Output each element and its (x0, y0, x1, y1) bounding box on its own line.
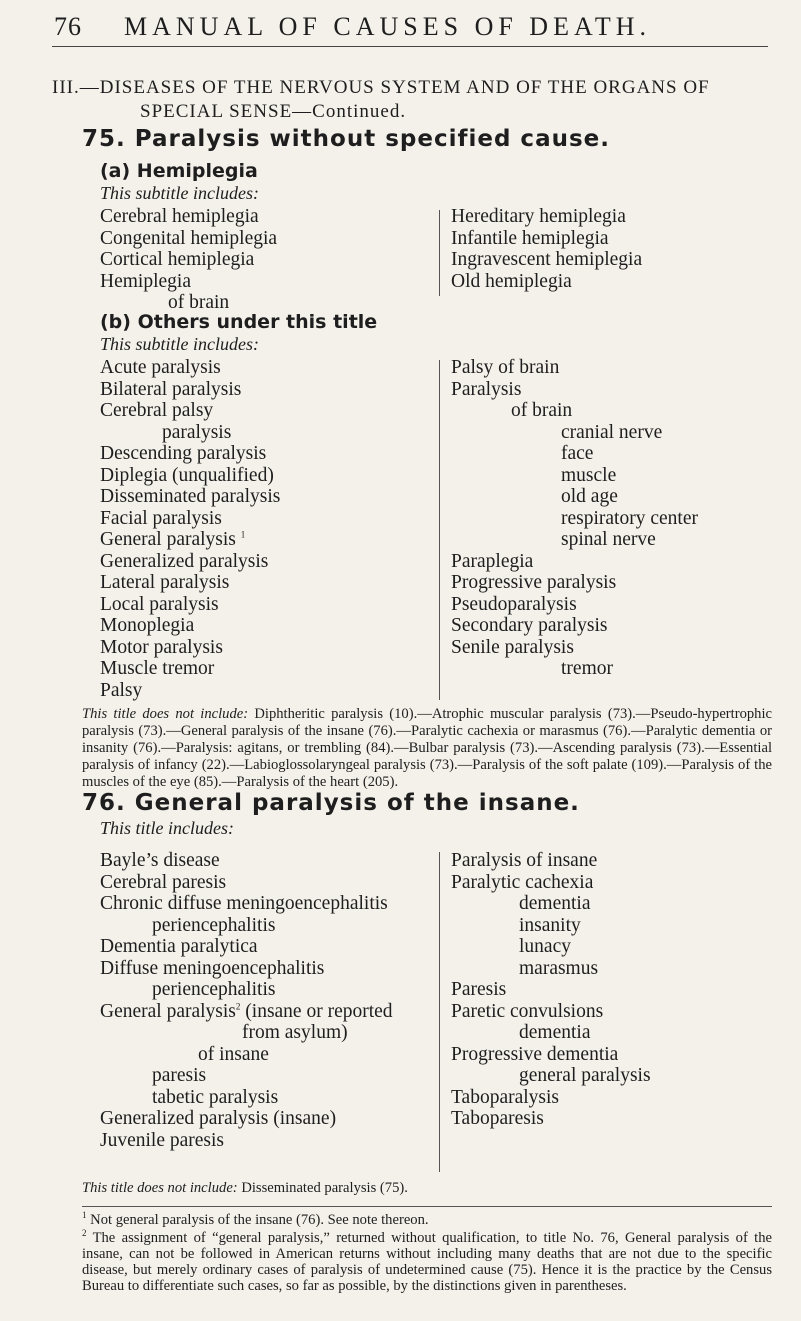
subtitle-a-includes: This subtitle includes: (100, 183, 259, 203)
footnote-text: Not general paralysis of the insane (76). See note thereon. (90, 1212, 429, 1228)
list-item: Disseminated paralysis (100, 486, 281, 507)
list-item: Diffuse meningoencephalitis (100, 957, 325, 979)
footnote-2 (82, 1230, 772, 1294)
list-item: dementia (519, 1022, 591, 1043)
list-item: General paralysis $^1$ (100, 529, 246, 550)
list-item: Bilateral paralysis (100, 378, 242, 400)
running-title: MANUAL OF CAUSES OF DEATH. (124, 12, 652, 41)
exclusion-note-76 (82, 1180, 772, 1197)
subtitle-a-label: (a) Hemiplegia (100, 160, 258, 182)
list-item: Cerebral paresis (100, 871, 227, 893)
list-item: Facial paralysis (100, 507, 222, 529)
list-item: general paralysis (519, 1065, 651, 1086)
list-item: Congenital hemiplegia (100, 227, 278, 249)
list-item: insanity (519, 914, 581, 936)
footnote-1 (82, 1212, 772, 1228)
sub-b-left-column (100, 357, 280, 701)
list-item: Dementia paralytica (100, 936, 258, 957)
list-item: Juvenile paresis (100, 1129, 225, 1151)
list-item: Cortical hemiplegia (100, 249, 255, 270)
section-title-line2: SPECIAL SENSE—Continued. (140, 101, 407, 122)
title-76-left-column (100, 850, 393, 1151)
sub-b-right-column (451, 357, 698, 680)
list-item: Ingravescent hemiplegia (451, 249, 643, 270)
list-item: spinal nerve (561, 529, 656, 550)
exclusion-note-75 (82, 706, 772, 791)
list-item: Palsy (100, 679, 143, 701)
list-item: tabetic paralysis (152, 1086, 279, 1108)
list-item: periencephalitis (152, 914, 276, 936)
list-item: tremor (561, 658, 613, 679)
list-item: of brain (511, 400, 573, 421)
list-item: Bayle’s disease (100, 850, 220, 871)
list-item: marasmus (519, 957, 599, 979)
list-item: Descending paralysis (100, 443, 267, 464)
sub-a-left-column (100, 206, 277, 314)
list-item: of brain (168, 292, 230, 313)
footnote-marker: 1 (82, 1210, 87, 1221)
list-item: Senile paralysis (451, 636, 574, 658)
list-item: Taboparalysis (451, 1086, 560, 1108)
list-item: Paralysis (451, 378, 522, 400)
footnote-marker: 2 (82, 1228, 87, 1239)
exclusion-text: Diphtheritic paralysis (10).—Atrophic muscular paralysis (73).—Pseudo-hypertrophic paralysis (73).—General paralysis of the insane (76).—Paralytic cachexia or marasmus (76).—Paralytic dementia or insanity (76).—Paralysis: agitans, or trembling (84).—Bulbar paralysis (73).—Ascending paralysis (73).—Essential paralysis of infancy (22).—Labioglossolaryngeal paralysis (73).—Paralysis of the soft palate (109).—Paralysis of the muscles of the eye (85).—Paralysis of the heart (205). (82, 706, 772, 790)
list-item: Cerebral palsy (100, 400, 214, 421)
list-item: of insane (198, 1043, 269, 1065)
list-item: dementia (519, 893, 591, 914)
footnote-marker: 2 (235, 1001, 241, 1011)
list-item: Paretic convulsions (451, 1000, 604, 1022)
list-item: from asylum) (242, 1022, 348, 1043)
subtitle-b-includes: This subtitle includes: (100, 334, 259, 354)
list-item: Muscle tremor (100, 658, 215, 679)
list-item: respiratory center (561, 507, 698, 529)
footnote-marker: 1 (240, 529, 246, 540)
list-item: paralysis (162, 421, 232, 443)
list-item: periencephalitis (152, 979, 276, 1000)
list-item: Old hemiplegia (451, 270, 572, 292)
list-item: Cerebral hemiplegia (100, 206, 259, 227)
exclusion-label: This title does not include: (82, 706, 249, 722)
list-item: Motor paralysis (100, 636, 223, 658)
column-divider (439, 210, 440, 296)
subtitle-b-label: (b) Others under this title (100, 311, 378, 333)
list-item: Secondary paralysis (451, 615, 608, 636)
list-item: General paralysis$^2$ (insane or reported (100, 1000, 393, 1022)
column-divider (439, 852, 440, 1172)
list-item: Paresis (451, 979, 507, 1000)
exclusion-text: Disseminated paralysis (75). (241, 1180, 408, 1196)
list-item: Paralysis of insane (451, 850, 598, 871)
list-item: lunacy (519, 936, 571, 957)
list-item: Chronic diffuse meningoencephalitis (100, 893, 388, 914)
list-item: Taboparesis (451, 1108, 544, 1129)
list-item: Paraplegia (451, 550, 534, 572)
title-76-includes: This title includes: (100, 818, 234, 838)
list-item: Paralytic cachexia (451, 871, 594, 893)
list-item: Progressive dementia (451, 1043, 619, 1065)
list-item: Lateral paralysis (100, 572, 230, 593)
list-item: Hemiplegia (100, 270, 191, 292)
title-76-heading: 76. General paralysis of the insane. (82, 790, 580, 816)
list-item: old age (561, 486, 618, 507)
list-item: face (561, 443, 594, 464)
list-item: Generalized paralysis (insane) (100, 1108, 337, 1129)
list-item: Infantile hemiplegia (451, 227, 609, 249)
header-rule (52, 46, 768, 47)
list-item: Pseudoparalysis (451, 593, 577, 615)
exclusion-label: This title does not include: (82, 1180, 238, 1196)
list-item: Monoplegia (100, 615, 195, 636)
page-number: 76 (54, 12, 82, 41)
list-item: Diplegia (unqualified) (100, 464, 274, 486)
list-item: cranial nerve (561, 421, 663, 443)
list-item: Progressive paralysis (451, 572, 617, 593)
list-item: Hereditary hemiplegia (451, 206, 626, 227)
sub-a-right-column (451, 206, 642, 292)
list-item: Generalized paralysis (100, 550, 269, 572)
list-item: Palsy of brain (451, 357, 560, 378)
list-item: Acute paralysis (100, 357, 221, 378)
title-76-right-column (451, 850, 651, 1130)
list-item: paresis (152, 1065, 207, 1086)
section-title-line1: III.—DISEASES OF THE NERVOUS SYSTEM AND OF THE ORGANS OF (52, 77, 710, 98)
list-item: Local paralysis (100, 593, 219, 615)
title-75-heading: 75. Paralysis without specified cause. (82, 126, 610, 152)
page-header (52, 6, 752, 46)
column-divider (439, 360, 440, 700)
footnote-rule (82, 1206, 772, 1207)
list-item: muscle (561, 464, 617, 486)
section-title (52, 76, 772, 124)
footnote-text: The assignment of “general paralysis,” returned without qualification, to title No. 76, General paralysis of the insane, can not be followed in American returns without including many deaths that are not due to the specific disease, but merely ordinary cases of paralysis of undetermined cause (75). Hence it is the practice by the Census Bureau to differentiate such cases, so far as possible, by the distinctions given in parentheses. (82, 1230, 772, 1294)
